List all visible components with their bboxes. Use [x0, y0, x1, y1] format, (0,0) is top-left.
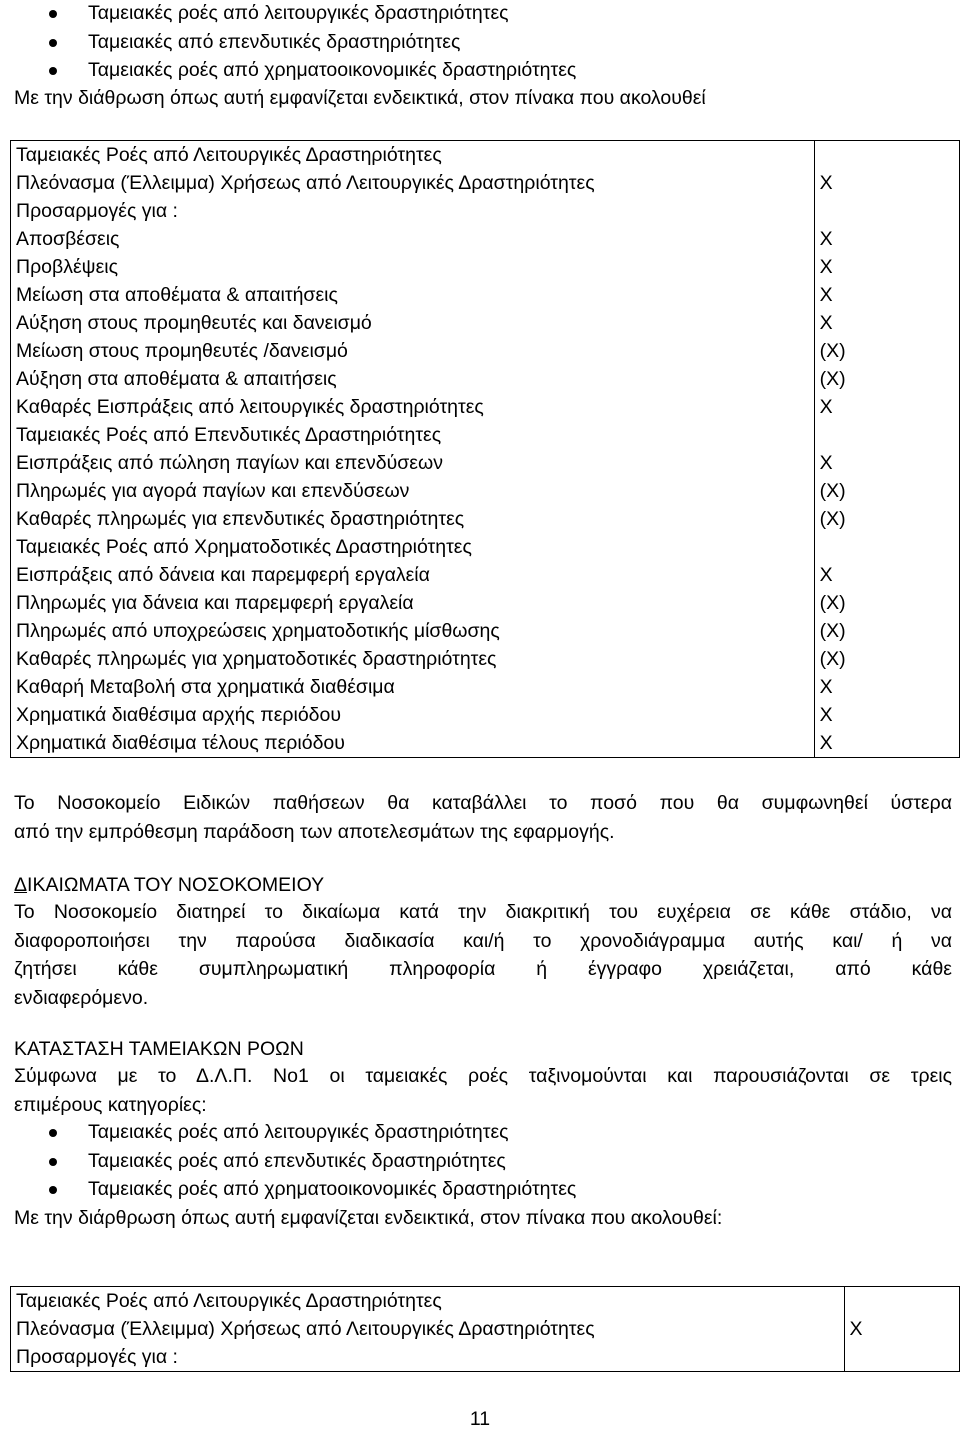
row-value: Χ: [814, 701, 959, 729]
row-value: [814, 197, 959, 225]
table-row: [11, 1315, 960, 1343]
row-value: Χ: [814, 393, 959, 421]
table-row: [11, 505, 960, 533]
table-row: [11, 1287, 960, 1316]
table-row: [11, 421, 960, 449]
table-row: [11, 477, 960, 505]
row-value: Χ: [814, 281, 959, 309]
table-row: [11, 533, 960, 561]
table-row: [11, 645, 960, 673]
row-label: Μείωση στα αποθέματα & απαιτήσεις: [11, 281, 815, 309]
row-label: Προβλέψεις: [11, 253, 815, 281]
row-value: Χ: [814, 561, 959, 589]
table-row: [11, 337, 960, 365]
table-row: [11, 225, 960, 253]
intro-text: Με την διάθρωση όπως αυτή εμφανίζεται ενδεικτικά, στον πίνακα που ακολουθεί: [14, 87, 706, 109]
row-value: [814, 533, 959, 561]
row-label: Καθαρή Μεταβολή στα χρηματικά διαθέσιμα: [11, 673, 815, 701]
row-value: Χ: [814, 225, 959, 253]
table-row: [11, 281, 960, 309]
paragraph-line: Σύμφωνα με το Δ.Λ.Π. Νο1 οι ταμειακές ροές ταξινομούνται και παρουσιάζονται σε τρεις: [14, 1065, 952, 1087]
table-row: [11, 197, 960, 225]
row-label: Χρηματικά διαθέσιμα τέλους περιόδου: [11, 729, 815, 758]
row-label: Ταμειακές Ροές από Επενδυτικές Δραστηριότητες: [11, 421, 815, 449]
row-label: Αύξηση στα αποθέματα & απαιτήσεις: [11, 365, 815, 393]
row-label: Εισπράξεις από πώληση παγίων και επενδύσεων: [11, 449, 815, 477]
row-value: (Χ): [814, 337, 959, 365]
table-row: [11, 309, 960, 337]
row-label: Πληρωμές από υποχρεώσεις χρηματοδοτικής μίσθωσης: [11, 617, 815, 645]
row-label: Ταμειακές Ροές από Χρηματοδοτικές Δραστηριότητες: [11, 533, 815, 561]
row-label: Καθαρές πληρωμές για επενδυτικές δραστηριότητες: [11, 505, 815, 533]
cash-flow-table-continued: [10, 1286, 960, 1372]
bullet-dot-icon: [49, 1158, 57, 1166]
table-row: [11, 169, 960, 197]
cashflow-paragraph: [14, 1062, 952, 1119]
paragraph-line: ζητήσει κάθε συμπληρωματική πληροφορία ή έγγραφο χρειάζεται, από κάθε: [14, 958, 952, 980]
table-row: [11, 701, 960, 729]
bullet-item: Ταμειακές ροές από επενδυτικές δραστηριότητες: [88, 1150, 506, 1172]
row-value: Χ: [814, 729, 959, 758]
row-value: [814, 141, 959, 170]
bullet-item: Ταμειακές ροές από λειτουργικές δραστηριότητες: [88, 2, 509, 24]
table-row: [11, 729, 960, 758]
row-value: Χ: [844, 1315, 959, 1343]
table-row: [11, 141, 960, 170]
cash-flow-table: [10, 140, 960, 758]
row-value: Χ: [814, 169, 959, 197]
row-label: Πληρωμές για αγορά παγίων και επενδύσεων: [11, 477, 815, 505]
table-row: [11, 449, 960, 477]
table-row: [11, 589, 960, 617]
bullet-dot-icon: [49, 1129, 57, 1137]
bullet-item: Ταμειακές ροές από λειτουργικές δραστηριότητες: [88, 1121, 509, 1143]
row-value: [844, 1343, 959, 1372]
row-label: Καθαρές Εισπράξεις από λειτουργικές δραστηριότητες: [11, 393, 815, 421]
table-row: [11, 393, 960, 421]
row-value: Χ: [814, 673, 959, 701]
row-value: (Χ): [814, 477, 959, 505]
row-label: Πληρωμές για δάνεια και παρεμφερή εργαλεία: [11, 589, 815, 617]
bullet-item: Ταμειακές ροές από χρηματοοικονομικές δραστηριότητες: [88, 1178, 577, 1200]
paragraph-line: Το Νοσοκομείο διατηρεί το δικαίωμα κατά την διακριτική του ευχέρεια σε κάθε στάδιο, να: [14, 901, 952, 923]
row-value: Χ: [814, 449, 959, 477]
bullet-dot-icon: [49, 10, 57, 18]
row-label: Αύξηση στους προμηθευτές και δανεισμό: [11, 309, 815, 337]
table-row: [11, 673, 960, 701]
bullet-dot-icon: [49, 39, 57, 47]
row-label: Καθαρές πληρωμές για χρηματοδοτικές δραστηριότητες: [11, 645, 815, 673]
row-value: (Χ): [814, 617, 959, 645]
row-label: Εισπράξεις από δάνεια και παρεμφερή εργαλεία: [11, 561, 815, 589]
row-value: [814, 421, 959, 449]
intro-text: Με την διάρθρωση όπως αυτή εμφανίζεται ενδεικτικά, στον πίνακα που ακολουθεί:: [14, 1207, 723, 1229]
row-label: Πλεόνασμα (Έλλειμμα) Χρήσεως από Λειτουργικές Δραστηριότητες: [11, 1315, 845, 1343]
row-value: (Χ): [814, 505, 959, 533]
paragraph-line: ενδιαφερόμενο.: [14, 986, 149, 1009]
row-value: Χ: [814, 309, 959, 337]
bullet-item: Ταμειακές από επενδυτικές δραστηριότητες: [88, 31, 461, 53]
row-label: Πλεόνασμα (Έλλειμμα) Χρήσεως από Λειτουργικές Δραστηριότητες: [11, 169, 815, 197]
rights-paragraph: [14, 898, 952, 1012]
paragraph-line: Το Νοσοκομείο Ειδικών παθήσεων θα καταβάλλει το ποσό που θα συμφωνηθεί ύστερα: [14, 792, 952, 814]
row-value: [844, 1287, 959, 1316]
page-number: 11: [469, 1408, 491, 1430]
row-value: Χ: [814, 253, 959, 281]
row-label: Προσαρμογές για :: [11, 1343, 845, 1372]
payment-paragraph: [14, 789, 952, 846]
row-value: (Χ): [814, 365, 959, 393]
row-value: (Χ): [814, 589, 959, 617]
paragraph-line: από την εμπρόθεσμη παράδοση των αποτελεσμάτων της εφαρμογής.: [14, 820, 615, 843]
bullet-dot-icon: [49, 1186, 57, 1194]
bullet-item: Ταμειακές ροές από χρηματοοικονομικές δραστηριότητες: [88, 59, 577, 81]
bullet-dot-icon: [49, 67, 57, 75]
paragraph-line: διαφοροποιήσει την παρούσα διαδικασία και/ή το χρονοδιάγραμμα αυτής και/ ή να: [14, 929, 952, 952]
table-row: [11, 617, 960, 645]
cashflow-heading: ΚΑΤΑΣΤΑΣΗ ΤΑΜΕΙΑΚΩΝ ΡΟΩΝ: [14, 1038, 304, 1060]
row-label: Ταμειακές Ροές από Λειτουργικές Δραστηριότητες: [11, 1287, 845, 1316]
row-label: Προσαρμογές για :: [11, 197, 815, 225]
row-label: Χρηματικά διαθέσιμα αρχής περιόδου: [11, 701, 815, 729]
table-row: [11, 365, 960, 393]
table-row: [11, 561, 960, 589]
table-row: [11, 1343, 960, 1372]
row-label: Μείωση στους προμηθευτές /δανεισμό: [11, 337, 815, 365]
rights-heading: ΔΙΚΑΙΩΜΑΤΑ ΤΟΥ ΝΟΣΟΚΟΜΕΙΟΥ: [14, 874, 325, 896]
row-label: Αποσβέσεις: [11, 225, 815, 253]
paragraph-line: επιμέρους κατηγορίες:: [14, 1093, 207, 1116]
table-row: [11, 253, 960, 281]
row-label: Ταμειακές Ροές από Λειτουργικές Δραστηριότητες: [11, 141, 815, 170]
row-value: (Χ): [814, 645, 959, 673]
